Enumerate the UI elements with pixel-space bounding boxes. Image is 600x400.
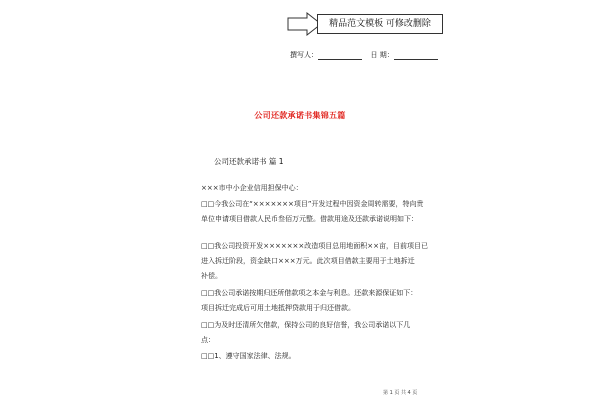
writer-date-line	[290, 50, 438, 60]
document-title: 公司还款承诺书集锦五篇	[254, 111, 346, 120]
body-line: 进入拆迁阶段，资金缺口×××万元。此次项目借款主要用于土地拆迁	[201, 257, 415, 265]
salutation-line: ×××市中小企业信用担保中心：	[201, 184, 303, 192]
writer-label: 撰写人：	[290, 51, 318, 59]
body-line: □□为及时还清所欠借款，保持公司的良好信誉，我公司承诺以下几	[201, 321, 411, 329]
body-line: □□今我公司在“×××××××项目”开发过程中因资金周转需要，特向贵	[201, 200, 424, 208]
writer-blank	[318, 51, 362, 60]
date-blank	[394, 51, 438, 60]
section-heading: 公司还款承诺书 篇 1	[214, 157, 284, 166]
body-line: 点：	[201, 336, 215, 344]
body-line: 项目拆迁完成后可用土地抵押贷款用于归还借款。	[201, 304, 355, 312]
page-indicator: 第 1 页 共 4 页	[383, 390, 418, 396]
body-line: □□1、遵守国家法律、法规。	[201, 352, 296, 360]
body-line: 单位申请项目借款人民币叁佰万元整。借款用途及还款承诺说明如下：	[201, 215, 418, 223]
banner-text: 精品范文模板 可修改删除	[317, 14, 443, 34]
date-label: 日 期：	[370, 51, 394, 59]
header-banner	[287, 12, 445, 38]
body-line: □□我公司投资开发×××××××改造项目总用地面积××亩，目前项目已	[201, 242, 429, 250]
body-line: □□我公司承诺按期归还所借款项之本金与利息。还款来源保证如下：	[201, 289, 418, 297]
body-line: 补偿。	[201, 272, 222, 280]
